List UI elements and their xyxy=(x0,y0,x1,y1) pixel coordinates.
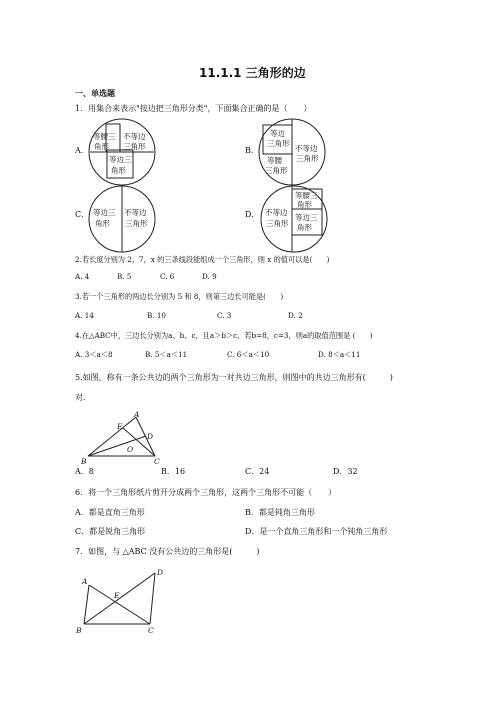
q4-option-d[interactable]: D. 8＜a＜11 xyxy=(318,350,361,359)
q1-option-b-label[interactable]: B． xyxy=(245,146,259,155)
q5-option-d[interactable]: D．32 xyxy=(333,467,358,476)
q7-point-b: B xyxy=(76,626,82,635)
q2-stem: 2.若长度分别为 2，7，x 的三条线段能组成一个三角形，则 x 的值可以是( ) xyxy=(75,255,330,264)
q1-diagram-c xyxy=(88,185,156,253)
q2-option-d[interactable]: D. 9 xyxy=(202,272,217,281)
q4-option-a[interactable]: A. 3＜a＜8 xyxy=(75,350,113,359)
q1-option-d-label[interactable]: D． xyxy=(245,210,260,219)
q1c-text-2: 角形 xyxy=(95,219,110,228)
q1b-text-4: 三角形 xyxy=(265,166,288,175)
q2-option-b[interactable]: B. 5 xyxy=(117,272,132,281)
section-heading: 一、单选题 xyxy=(75,89,115,98)
q6-option-d[interactable]: D．是一个直角三角形和一个钝角三角形 xyxy=(245,527,388,536)
q5-option-b[interactable]: B．16 xyxy=(161,467,186,476)
q5-stem: 5.如图，称有一条公共边的两个三角形为一对共边三角形，则图中的共边三角形有( ) xyxy=(75,373,393,382)
q6-option-a[interactable]: A．都是直角三角形 xyxy=(75,508,145,517)
q5-point-e: E xyxy=(117,422,123,431)
q1d-text-4: 角形 xyxy=(297,223,312,232)
q3-option-b[interactable]: B. 10 xyxy=(147,311,166,320)
q4-option-c[interactable]: C. 6＜a＜10 xyxy=(227,350,270,359)
q7-point-e: E xyxy=(114,591,120,600)
q1d-text-2: 角形 xyxy=(297,200,312,209)
q7-stem: 7．如图，与 △ABC 没有公共边的三角形是( ) xyxy=(75,547,260,556)
q1a-text-6: 角形 xyxy=(111,166,126,175)
q5-stem-continued: 对． xyxy=(75,393,91,402)
q1b-text-6: 三角形 xyxy=(296,154,319,163)
q4-stem: 4.在△ABC中，三边长分别为a、b、c，且a＞b＞c，若b=8，c=3，则a的取值范围是 ( ) xyxy=(75,331,373,340)
q1-diagram-d xyxy=(260,185,328,253)
q1b-text-3: 等腰 xyxy=(267,156,282,165)
q1d-text-6: 三角形 xyxy=(266,219,289,228)
q1-stem: 1．用集合来表示"按边把三角形分类"，下面集合正确的是（ ） xyxy=(75,104,312,113)
q5-point-a: A xyxy=(134,410,140,419)
q1c-text-4: 三角形 xyxy=(125,219,148,228)
q5-figure xyxy=(80,408,170,464)
q1a-text-5: 等边三 xyxy=(109,155,132,164)
q1-option-a-label[interactable]: A． xyxy=(75,146,89,155)
q3-option-c[interactable]: C. 3 xyxy=(217,311,232,320)
q7-figure xyxy=(74,566,170,636)
q3-option-a[interactable]: A. 14 xyxy=(75,311,94,320)
q5-point-b: B xyxy=(81,457,87,464)
q3-stem: 3.若一个三角形的两边长分别为 5 和 8，则第三边长可能是( ) xyxy=(75,292,284,301)
q1a-text-4: 三角形 xyxy=(123,142,146,151)
q1b-text-2: 三角形 xyxy=(267,139,290,148)
q1a-text-1: 等腰三 xyxy=(93,132,116,141)
q2-option-a[interactable]: A. 4 xyxy=(75,272,90,281)
q1a-text-2: 角形 xyxy=(94,142,109,151)
q5-point-o: O xyxy=(127,445,134,454)
q5-point-d: D xyxy=(147,432,154,441)
q1a-text-3: 不等边 xyxy=(123,132,146,141)
q5-point-c: C xyxy=(154,457,160,464)
q2-option-c[interactable]: C. 6 xyxy=(160,272,175,281)
q1d-text-3: 等边三 xyxy=(295,213,318,222)
q1d-text-5: 不等边 xyxy=(265,208,288,217)
q5-option-c[interactable]: C．24 xyxy=(245,467,270,476)
page-title: 11.1.1 三角形的边 xyxy=(199,66,306,80)
q3-option-d[interactable]: D. 2 xyxy=(288,311,303,320)
q5-option-a[interactable]: A．8 xyxy=(75,467,94,476)
q4-option-b[interactable]: B. 5＜a＜11 xyxy=(145,350,188,359)
q6-stem: 6．将一个三角形纸片剪开分成两个三角形，这两个三角形不可能（ ） xyxy=(75,488,337,497)
q6-option-c[interactable]: C．都是锐角三角形 xyxy=(75,527,146,536)
q7-point-c: C xyxy=(148,626,154,635)
q7-point-a: A xyxy=(82,577,88,586)
q1c-text-3: 不等边 xyxy=(124,208,147,217)
q7-point-d: D xyxy=(157,568,164,577)
q1-diagram-a xyxy=(88,118,156,186)
q1b-text-1: 等边 xyxy=(270,129,285,138)
q6-option-b[interactable]: B．都是钝角三角形 xyxy=(245,508,315,517)
q1b-text-5: 不等边 xyxy=(295,144,318,153)
q1d-text-1: 等腰三 xyxy=(295,191,318,200)
q1-option-c-label[interactable]: C． xyxy=(75,210,90,219)
q1-diagram-b xyxy=(258,118,326,186)
q1c-text-1: 等边三 xyxy=(93,208,116,217)
